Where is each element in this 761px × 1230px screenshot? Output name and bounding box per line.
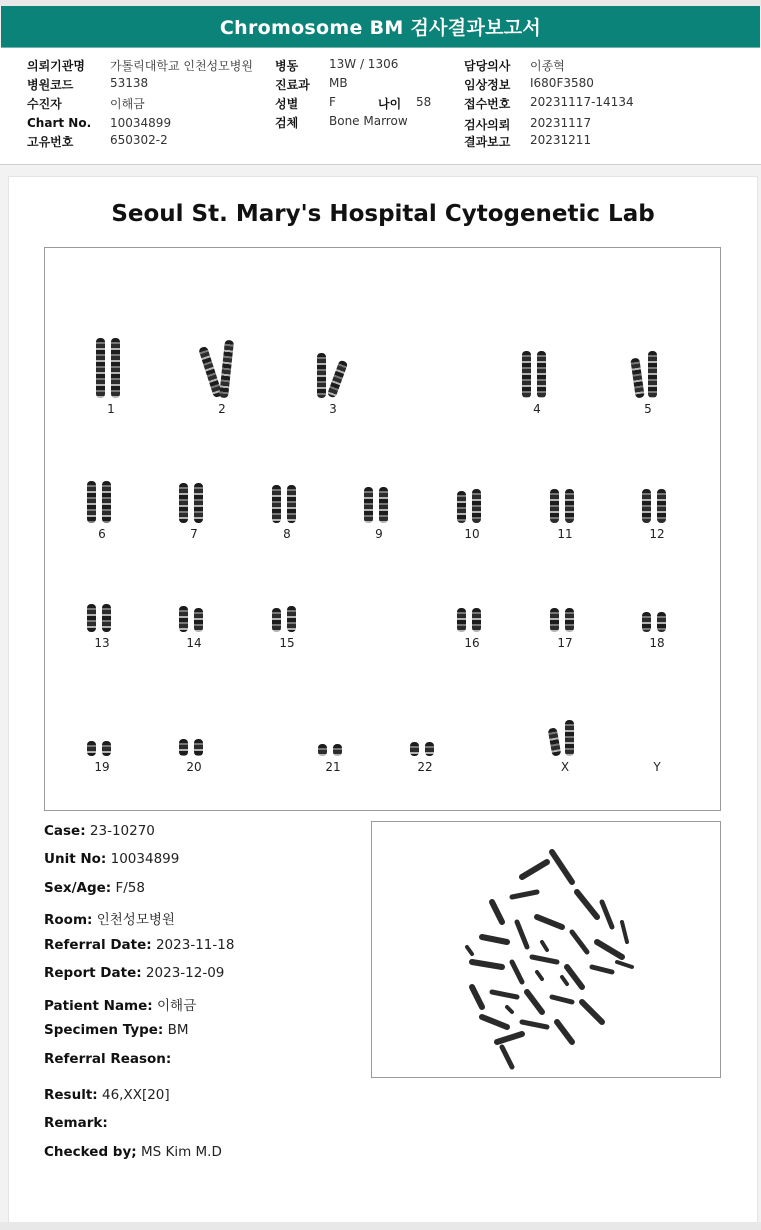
chromosome-pair <box>72 463 132 541</box>
value-test-request: 20231117 <box>530 116 592 130</box>
detail-patient-name: Patient Name: 이해금 <box>44 998 197 1014</box>
detail-case: Case: 23-10270 <box>44 823 155 839</box>
detail-result: Result: 46,XX[20] <box>44 1087 170 1103</box>
chromosome-pair <box>395 696 455 774</box>
label-sex: 성별 <box>275 97 299 111</box>
label-hospital-code: 병원코드 <box>27 78 74 92</box>
chromosome-pair <box>535 463 595 541</box>
chromosome-label: 9 <box>375 527 383 541</box>
detail-checked-by: Checked by; MS Kim M.D <box>44 1144 222 1160</box>
chromosome-pair <box>442 463 502 541</box>
label-chart-no: Chart No. <box>27 116 92 130</box>
value-specimen: Bone Marrow <box>329 114 408 128</box>
chromosome-label: 13 <box>94 636 110 650</box>
chromosome-label: Y <box>653 760 661 774</box>
value-hospital-code: 53138 <box>110 76 149 90</box>
detail-unit-no: Unit No: 10034899 <box>44 851 180 867</box>
bottom-strip <box>0 1222 761 1230</box>
chromosome-label: 12 <box>649 527 665 541</box>
detail-report-date: Report Date: 2023-12-09 <box>44 965 225 981</box>
chromosome-label: 22 <box>417 760 433 774</box>
chromosome-pair <box>627 572 687 650</box>
chromosome-label: 18 <box>649 636 665 650</box>
chromosome-pair <box>535 696 595 774</box>
chromosome-pair <box>349 463 409 541</box>
detail-room: Room: 인천성모병원 <box>44 912 175 928</box>
chromosome-pair <box>192 338 252 416</box>
report-panel <box>8 176 758 1224</box>
chromosome-pair <box>257 572 317 650</box>
chromosome-label: 15 <box>279 636 295 650</box>
label-institution: 의뢰기관명 <box>27 59 85 73</box>
chromosome-label: X <box>560 760 570 774</box>
value-ward: 13W / 1306 <box>329 57 399 71</box>
chromosome-pair-empty <box>627 696 687 774</box>
chromosome-label: 1 <box>107 402 115 416</box>
report-title: Chromosome BM 검사결과보고서 <box>1 6 760 49</box>
value-unique-no: 650302-2 <box>110 133 168 147</box>
label-unique-no: 고유번호 <box>27 135 74 149</box>
chromosome-pair <box>507 338 567 416</box>
chromosome-label: 2 <box>218 402 226 416</box>
chromosome-label: 19 <box>94 760 110 774</box>
detail-specimen-type: Specimen Type: BM <box>44 1022 189 1038</box>
chromosome-pair <box>72 696 132 774</box>
label-patient: 수진자 <box>27 97 62 111</box>
chromosome-pair <box>257 463 317 541</box>
chromosome-pair <box>164 572 224 650</box>
chromosome-label: 6 <box>98 527 106 541</box>
chromosome-pair <box>303 696 363 774</box>
value-doctor: 이종혁 <box>530 59 565 73</box>
detail-referral-date: Referral Date: 2023-11-18 <box>44 937 235 953</box>
metaphase-spread <box>372 822 720 1077</box>
value-institution: 가톨릭대학교 인천성모병원 <box>110 59 253 73</box>
chromosome-label: 14 <box>186 636 202 650</box>
chromosome-pair <box>535 572 595 650</box>
chromosome-label: 5 <box>644 402 652 416</box>
value-chart-no: 10034899 <box>110 116 172 130</box>
chromosome-pair <box>164 696 224 774</box>
value-result-report: 20231211 <box>530 133 592 147</box>
patient-info-header <box>0 48 761 165</box>
detail-remark: Remark: <box>44 1115 108 1131</box>
value-receipt-no: 20231117-14134 <box>530 95 634 109</box>
label-receipt-no: 접수번호 <box>464 97 511 111</box>
label-result-report: 결과보고 <box>464 135 511 149</box>
chromosome-label: 17 <box>557 636 573 650</box>
chromosome-pair <box>618 338 678 416</box>
chromosome-pair <box>164 463 224 541</box>
chromosome-pair <box>303 338 363 416</box>
label-clinical-info: 임상정보 <box>464 78 511 92</box>
value-age: 58 <box>416 95 432 109</box>
chromosome-label: 20 <box>186 760 202 774</box>
chromosome-pair <box>627 463 687 541</box>
label-test-request: 검사의뢰 <box>464 118 511 132</box>
chromosome-label: 16 <box>464 636 480 650</box>
chromosome-label: 21 <box>325 760 341 774</box>
value-patient: 이해금 <box>110 97 145 111</box>
chromosome-pair <box>81 338 141 416</box>
karyotype-image <box>44 247 721 811</box>
chromosome-label: 3 <box>329 402 337 416</box>
chromosome-label: 7 <box>190 527 198 541</box>
label-age: 나이 <box>378 97 402 111</box>
metaphase-image <box>371 821 721 1078</box>
chromosome-label: 10 <box>464 527 480 541</box>
label-department: 진료과 <box>275 78 310 92</box>
chromosome-pair <box>442 572 502 650</box>
detail-sex-age: Sex/Age: F/58 <box>44 880 145 896</box>
chromosome-label: 11 <box>557 527 573 541</box>
label-ward: 병동 <box>275 59 299 73</box>
chromosome-label: 8 <box>283 527 291 541</box>
detail-referral-reason: Referral Reason: <box>44 1051 172 1067</box>
chromosome-pair <box>72 572 132 650</box>
value-clinical-info: I680F3580 <box>530 76 594 90</box>
label-doctor: 담당의사 <box>464 59 511 73</box>
chromosome-label: 4 <box>533 402 541 416</box>
label-specimen: 검체 <box>275 116 299 130</box>
value-sex: F <box>329 95 336 109</box>
value-department: MB <box>329 76 348 90</box>
lab-title: Seoul St. Mary's Hospital Cytogenetic Lab <box>111 201 655 227</box>
